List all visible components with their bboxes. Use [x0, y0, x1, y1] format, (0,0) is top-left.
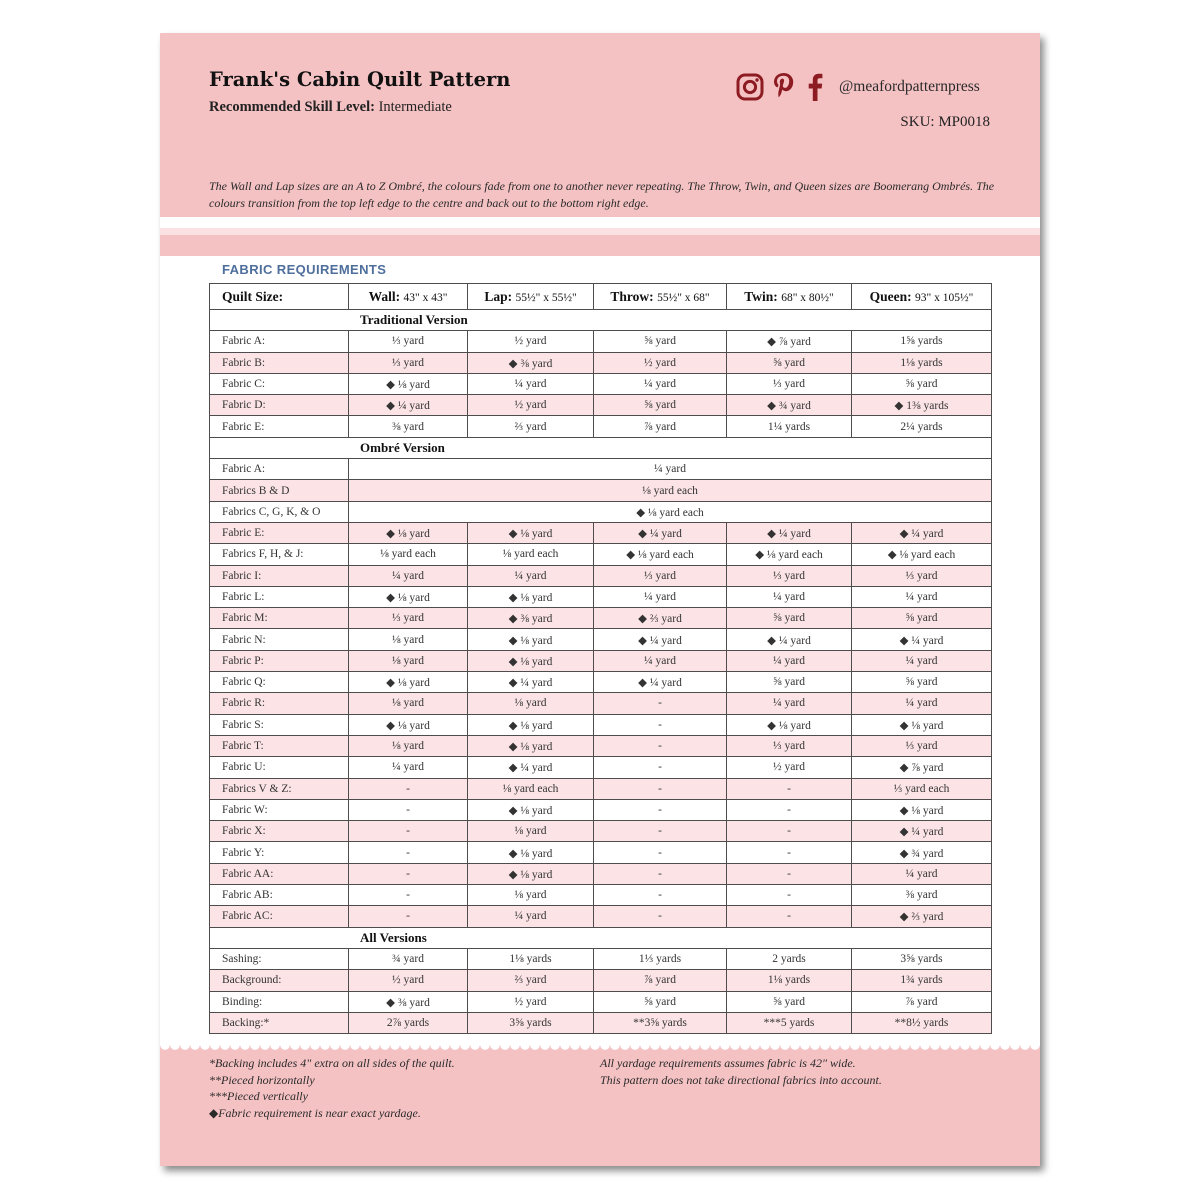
- table-row: [210, 863, 992, 884]
- yardage-cell: ◆ ⅛ yard: [852, 714, 992, 735]
- divider-stripe-light: [160, 228, 1040, 235]
- yardage-cell: -: [349, 799, 468, 820]
- skill-level-value: Intermediate: [378, 99, 452, 115]
- yardage-cell: ⅝ yard: [594, 331, 727, 352]
- yardage-cell: -: [594, 842, 727, 863]
- yardage-cell: ⅓ yard: [349, 352, 468, 373]
- yardage-cell: ◆ ⅜ yard: [349, 991, 468, 1012]
- fabric-label: Sashing:: [210, 948, 349, 969]
- yardage-cell: ⅓ yard: [852, 565, 992, 586]
- table-row: [210, 948, 992, 969]
- yardage-cell: ⅓ yard: [594, 565, 727, 586]
- yardage-cell: ⅓ yard: [349, 608, 468, 629]
- fabric-label: Binding:: [210, 991, 349, 1012]
- yardage-cell: ⅛ yard: [349, 735, 468, 756]
- yardage-cell: ¼ yard: [727, 650, 852, 671]
- yardage-cell: ½ yard: [594, 352, 727, 373]
- section-title: FABRIC REQUIREMENTS: [222, 262, 387, 277]
- yardage-cell: ◆ ¼ yard: [727, 522, 852, 543]
- social-handle: @meafordpatternpress: [839, 78, 980, 95]
- column-header-name: Lap:: [484, 288, 513, 304]
- yardage-cell: ◆ ⅛ yard each: [594, 544, 727, 565]
- yardage-cell: ◆ ⅛ yard: [468, 650, 594, 671]
- yardage-cell: ⅛ yard: [349, 650, 468, 671]
- table-row: [210, 501, 992, 522]
- yardage-cell: -: [349, 842, 468, 863]
- yardage-cell: ◆ ⅛ yard: [727, 714, 852, 735]
- yardage-cell: ◆ ¼ yard: [852, 522, 992, 543]
- yardage-cell: ⅛ yard: [468, 821, 594, 842]
- yardage-cell-all-sizes: ◆ ⅛ yard each: [349, 501, 992, 522]
- footnote: ◆Fabric requirement is near exact yardage.: [209, 1105, 421, 1120]
- column-header: [852, 284, 992, 310]
- yardage-cell: ◆ ⅛ yard: [468, 863, 594, 884]
- yardage-cell: **8½ yards: [852, 1012, 992, 1033]
- table-row: [210, 331, 992, 352]
- fabric-label: Fabric I:: [210, 565, 349, 586]
- yardage-cell: ◆ ⅛ yard: [468, 735, 594, 756]
- fabric-label: Fabric L:: [210, 586, 349, 607]
- yardage-cell: ◆ ¼ yard: [349, 395, 468, 416]
- yardage-cell: ⅓ yard: [727, 735, 852, 756]
- yardage-cell: ⅓ yard: [349, 331, 468, 352]
- fabric-label: Fabric C:: [210, 373, 349, 394]
- fabric-label: Fabric Y:: [210, 842, 349, 863]
- pinterest-icon[interactable]: [772, 71, 796, 103]
- table-row: [210, 480, 992, 501]
- fabric-label: Fabric U:: [210, 757, 349, 778]
- yardage-cell: 1⅛ yards: [727, 970, 852, 991]
- yardage-cell: -: [594, 906, 727, 927]
- table-row: [210, 395, 992, 416]
- table-row: [210, 650, 992, 671]
- yardage-cell: 1¼ yards: [727, 416, 852, 437]
- fabric-label: Fabric M:: [210, 608, 349, 629]
- yardage-cell: ***5 yards: [727, 1012, 852, 1033]
- divider-stripe: [160, 217, 1040, 228]
- yardage-cell: 1¾ yards: [852, 970, 992, 991]
- yardage-cell: ◆ ¼ yard: [727, 629, 852, 650]
- table-row: [210, 459, 992, 480]
- footnote: This pattern does not take directional fabrics into account.: [600, 1072, 882, 1087]
- social-icons: [735, 71, 824, 103]
- yardage-cell: ⅓ yard: [852, 735, 992, 756]
- yardage-cell: ¼ yard: [349, 757, 468, 778]
- yardage-cell: ⅝ yard: [594, 991, 727, 1012]
- header-band: [160, 33, 1040, 217]
- fabric-label: Fabric N:: [210, 629, 349, 650]
- yardage-cell: ◆ ⅔ yard: [594, 608, 727, 629]
- column-header-name: Queen:: [869, 288, 912, 304]
- yardage-cell: ⅝ yard: [594, 395, 727, 416]
- column-header-dimensions: 93" x 105½": [915, 291, 974, 304]
- fabric-label: Background:: [210, 970, 349, 991]
- yardage-cell: ⅝ yard: [727, 672, 852, 693]
- yardage-cell: -: [594, 735, 727, 756]
- yardage-cell: -: [594, 778, 727, 799]
- yardage-cell: ⅝ yard: [852, 672, 992, 693]
- yardage-cell: ◆ ⅛ yard: [349, 586, 468, 607]
- yardage-cell: -: [594, 799, 727, 820]
- fabric-label: Fabrics B & D: [210, 480, 349, 501]
- fabric-label: Fabric W:: [210, 799, 349, 820]
- fabric-label: Fabric E:: [210, 416, 349, 437]
- yardage-cell: ⅛ yard each: [468, 778, 594, 799]
- yardage-cell: ⅝ yard: [852, 373, 992, 394]
- yardage-cell: 1⅝ yards: [852, 331, 992, 352]
- yardage-cell: ◆ ⅛ yard: [349, 714, 468, 735]
- fabric-label: Fabric A:: [210, 331, 349, 352]
- yardage-cell: -: [727, 842, 852, 863]
- yardage-cell: ◆ ⅛ yard: [468, 842, 594, 863]
- yardage-cell: ⅛ yard: [468, 693, 594, 714]
- column-header-dimensions: 55½" x 68": [657, 291, 710, 304]
- table-row: [210, 629, 992, 650]
- fabric-label: Fabrics C, G, K, & O: [210, 501, 349, 522]
- yardage-cell: -: [349, 821, 468, 842]
- yardage-cell: ½ yard: [727, 757, 852, 778]
- yardage-cell: ¼ yard: [349, 565, 468, 586]
- yardage-cell: ½ yard: [468, 331, 594, 352]
- yardage-cell: ⅞ yard: [594, 416, 727, 437]
- fabric-label: Fabric B:: [210, 352, 349, 373]
- yardage-cell: ⅞ yard: [594, 970, 727, 991]
- table-row: [210, 352, 992, 373]
- fabric-label: Fabric T:: [210, 735, 349, 756]
- yardage-cell: -: [349, 906, 468, 927]
- yardage-cell: ⅛ yard: [349, 629, 468, 650]
- yardage-cell: ¼ yard: [468, 373, 594, 394]
- yardage-cell: ⅝ yard: [852, 608, 992, 629]
- yardage-cell: ¼ yard: [852, 693, 992, 714]
- table-row: [210, 1012, 992, 1033]
- fabric-label: Backing:*: [210, 1012, 349, 1033]
- column-header: [349, 284, 468, 310]
- yardage-cell: -: [349, 863, 468, 884]
- yardage-cell: -: [594, 821, 727, 842]
- yardage-cell: ⅔ yard: [468, 970, 594, 991]
- column-header: [468, 284, 594, 310]
- table-row: [210, 991, 992, 1012]
- fabric-label: Fabric AA:: [210, 863, 349, 884]
- column-header-dimensions: 43" x 43": [403, 291, 448, 304]
- yardage-cell: 1⅓ yards: [594, 948, 727, 969]
- yardage-cell: ¼ yard: [852, 586, 992, 607]
- yardage-cell: ◆ 1⅜ yards: [852, 395, 992, 416]
- column-header-dimensions: 68" x 80½": [781, 291, 834, 304]
- yardage-cell: ◆ ¼ yard: [468, 757, 594, 778]
- yardage-cell: ⅜ yard: [349, 416, 468, 437]
- section-row: [210, 310, 992, 331]
- table-row: [210, 693, 992, 714]
- yardage-cell: ⅓ yard each: [852, 778, 992, 799]
- section-row: [210, 437, 992, 458]
- yardage-cell: -: [594, 693, 727, 714]
- yardage-cell: ⅝ yard: [727, 352, 852, 373]
- table-row: [210, 586, 992, 607]
- yardage-cell: -: [594, 863, 727, 884]
- yardage-cell: ◆ ⅞ yard: [727, 331, 852, 352]
- table-row: [210, 970, 992, 991]
- yardage-cell: -: [727, 778, 852, 799]
- fabric-label: Fabric S:: [210, 714, 349, 735]
- yardage-cell: ◆ ⅜ yard: [468, 608, 594, 629]
- yardage-cell: ◆ ⅛ yard: [468, 629, 594, 650]
- section-heading: All Versions: [210, 927, 992, 948]
- yardage-cell: -: [594, 714, 727, 735]
- fabric-label: Fabric AC:: [210, 906, 349, 927]
- yardage-cell: ¼ yard: [468, 906, 594, 927]
- yardage-cell: ⅛ yard each: [468, 544, 594, 565]
- yardage-cell: -: [727, 821, 852, 842]
- column-header: [727, 284, 852, 310]
- fabric-label: Fabric D:: [210, 395, 349, 416]
- yardage-cell: ¼ yard: [594, 650, 727, 671]
- scallop-edge-bottom: [160, 1045, 1040, 1055]
- column-header-name: Twin:: [744, 288, 778, 304]
- yardage-cell: ¾ yard: [349, 948, 468, 969]
- table-row: [210, 608, 992, 629]
- yardage-cell: ◆ ⅛ yard: [468, 522, 594, 543]
- yardage-cell: ⅔ yard: [468, 416, 594, 437]
- table-row: [210, 373, 992, 394]
- fabric-requirements-table: [209, 283, 992, 1034]
- yardage-cell: ◆ ⅞ yard: [852, 757, 992, 778]
- yardage-cell: 3⅝ yards: [852, 948, 992, 969]
- yardage-cell: ◆ ⅛ yard: [349, 373, 468, 394]
- table-row: [210, 778, 992, 799]
- yardage-cell-all-sizes: ¼ yard: [349, 459, 992, 480]
- table-row: [210, 565, 992, 586]
- yardage-cell: 1⅛ yards: [468, 948, 594, 969]
- yardage-cell: ◆ ¼ yard: [594, 672, 727, 693]
- yardage-cell: ◆ ¾ yard: [727, 395, 852, 416]
- column-header-name: Throw:: [610, 288, 654, 304]
- fabric-label: Fabric AB:: [210, 885, 349, 906]
- yardage-cell: ◆ ⅜ yard: [468, 352, 594, 373]
- yardage-cell: ⅜ yard: [852, 885, 992, 906]
- table-row: [210, 416, 992, 437]
- table-row: [210, 735, 992, 756]
- yardage-cell: ◆ ¼ yard: [468, 672, 594, 693]
- table-row: [210, 799, 992, 820]
- yardage-cell: ◆ ¾ yard: [852, 842, 992, 863]
- yardage-cell: ⅛ yard: [349, 693, 468, 714]
- column-header-quilt-size: [210, 284, 349, 310]
- table-row: [210, 544, 992, 565]
- yardage-cell: -: [349, 885, 468, 906]
- yardage-cell: 2⅞ yards: [349, 1012, 468, 1033]
- page-title: Frank's Cabin Quilt Pattern: [209, 68, 511, 91]
- table-row: [210, 885, 992, 906]
- footnotes-right: [600, 1055, 882, 1088]
- facebook-icon[interactable]: [806, 71, 824, 103]
- footnote: All yardage requirements assumes fabric is 42" wide.: [600, 1056, 856, 1070]
- section-heading: Ombré Version: [210, 437, 992, 458]
- yardage-cell: -: [727, 885, 852, 906]
- yardage-cell: ¼ yard: [727, 586, 852, 607]
- yardage-cell: ◆ ⅛ yard: [468, 586, 594, 607]
- table-header-row: [210, 284, 992, 310]
- yardage-cell: ◆ ⅔ yard: [852, 906, 992, 927]
- yardage-cell: ¼ yard: [727, 693, 852, 714]
- scallop-edge-top: [160, 251, 1040, 261]
- yardage-cell: ¼ yard: [468, 565, 594, 586]
- fabric-label: Fabric E:: [210, 522, 349, 543]
- yardage-cell: 3⅝ yards: [468, 1012, 594, 1033]
- skill-level-label: Recommended Skill Level:: [209, 99, 375, 115]
- yardage-cell: ◆ ¼ yard: [594, 522, 727, 543]
- yardage-cell: ⅛ yard: [468, 885, 594, 906]
- column-header-name: Quilt Size:: [222, 288, 284, 304]
- table-row: [210, 906, 992, 927]
- yardage-cell: ◆ ⅛ yard: [349, 672, 468, 693]
- footnote: **Pieced horizontally: [209, 1072, 315, 1087]
- yardage-cell: ¼ yard: [852, 650, 992, 671]
- table-row: [210, 672, 992, 693]
- table-row: [210, 821, 992, 842]
- pattern-page: [160, 33, 1040, 1166]
- yardage-cell: ⅝ yard: [727, 991, 852, 1012]
- yardage-cell: **3⅝ yards: [594, 1012, 727, 1033]
- instagram-icon[interactable]: [735, 72, 765, 102]
- yardage-cell: ¼ yard: [852, 863, 992, 884]
- column-header-dimensions: 55½" x 55½": [515, 291, 577, 304]
- table-row: [210, 714, 992, 735]
- yardage-cell: ◆ ¼ yard: [852, 629, 992, 650]
- yardage-cell: ◆ ⅛ yard: [468, 799, 594, 820]
- yardage-cell: ⅝ yard: [727, 608, 852, 629]
- yardage-cell: ⅞ yard: [852, 991, 992, 1012]
- fabric-label: Fabrics F, H, & J:: [210, 544, 349, 565]
- yardage-cell: -: [349, 778, 468, 799]
- yardage-cell: -: [594, 885, 727, 906]
- yardage-cell: ½ yard: [468, 395, 594, 416]
- section-heading: Traditional Version: [210, 310, 992, 331]
- yardage-cell: -: [727, 799, 852, 820]
- table-row: [210, 842, 992, 863]
- skill-level: [209, 99, 452, 116]
- yardage-cell: ⅓ yard: [727, 565, 852, 586]
- fabric-label: Fabric Q:: [210, 672, 349, 693]
- yardage-cell: ½ yard: [349, 970, 468, 991]
- yardage-cell: ◆ ⅛ yard: [852, 799, 992, 820]
- footnotes-left: [209, 1055, 455, 1121]
- table-row: [210, 522, 992, 543]
- yardage-cell: -: [727, 863, 852, 884]
- sku-label: SKU: MP0018: [900, 114, 990, 130]
- yardage-cell: ⅛ yard each: [349, 544, 468, 565]
- fabric-label: Fabrics V & Z:: [210, 778, 349, 799]
- yardage-cell: ¼ yard: [594, 586, 727, 607]
- yardage-cell: 1⅛ yards: [852, 352, 992, 373]
- intro-text: The Wall and Lap sizes are an A to Z Ombré, the colours fade from one to another never repeating. The Throw, Twin, and Queen sizes are Boomerang Ombrés. The colours transition from the top left edge to the centre and back out to the bottom right edge.: [209, 179, 995, 210]
- yardage-cell: ◆ ⅛ yard: [349, 522, 468, 543]
- footnote: ***Pieced vertically: [209, 1089, 308, 1103]
- fabric-label: Fabric A:: [210, 459, 349, 480]
- table-row: [210, 757, 992, 778]
- fabric-label: Fabric R:: [210, 693, 349, 714]
- yardage-cell: 2 yards: [727, 948, 852, 969]
- yardage-cell: ⅓ yard: [727, 373, 852, 394]
- yardage-cell: ◆ ¼ yard: [852, 821, 992, 842]
- yardage-cell: -: [594, 757, 727, 778]
- column-header-name: Wall:: [368, 288, 401, 304]
- yardage-cell: ¼ yard: [594, 373, 727, 394]
- fabric-label: Fabric P:: [210, 650, 349, 671]
- yardage-cell: -: [727, 906, 852, 927]
- yardage-cell-all-sizes: ⅛ yard each: [349, 480, 992, 501]
- fabric-label: Fabric X:: [210, 821, 349, 842]
- yardage-cell: ◆ ⅛ yard each: [727, 544, 852, 565]
- yardage-cell: ◆ ⅛ yard each: [852, 544, 992, 565]
- footnote: *Backing includes 4" extra on all sides of the quilt.: [209, 1056, 455, 1070]
- column-header: [594, 284, 727, 310]
- section-row: [210, 927, 992, 948]
- yardage-cell: ◆ ¼ yard: [594, 629, 727, 650]
- yardage-cell: ½ yard: [468, 991, 594, 1012]
- yardage-cell: 2¼ yards: [852, 416, 992, 437]
- yardage-cell: ◆ ⅛ yard: [468, 714, 594, 735]
